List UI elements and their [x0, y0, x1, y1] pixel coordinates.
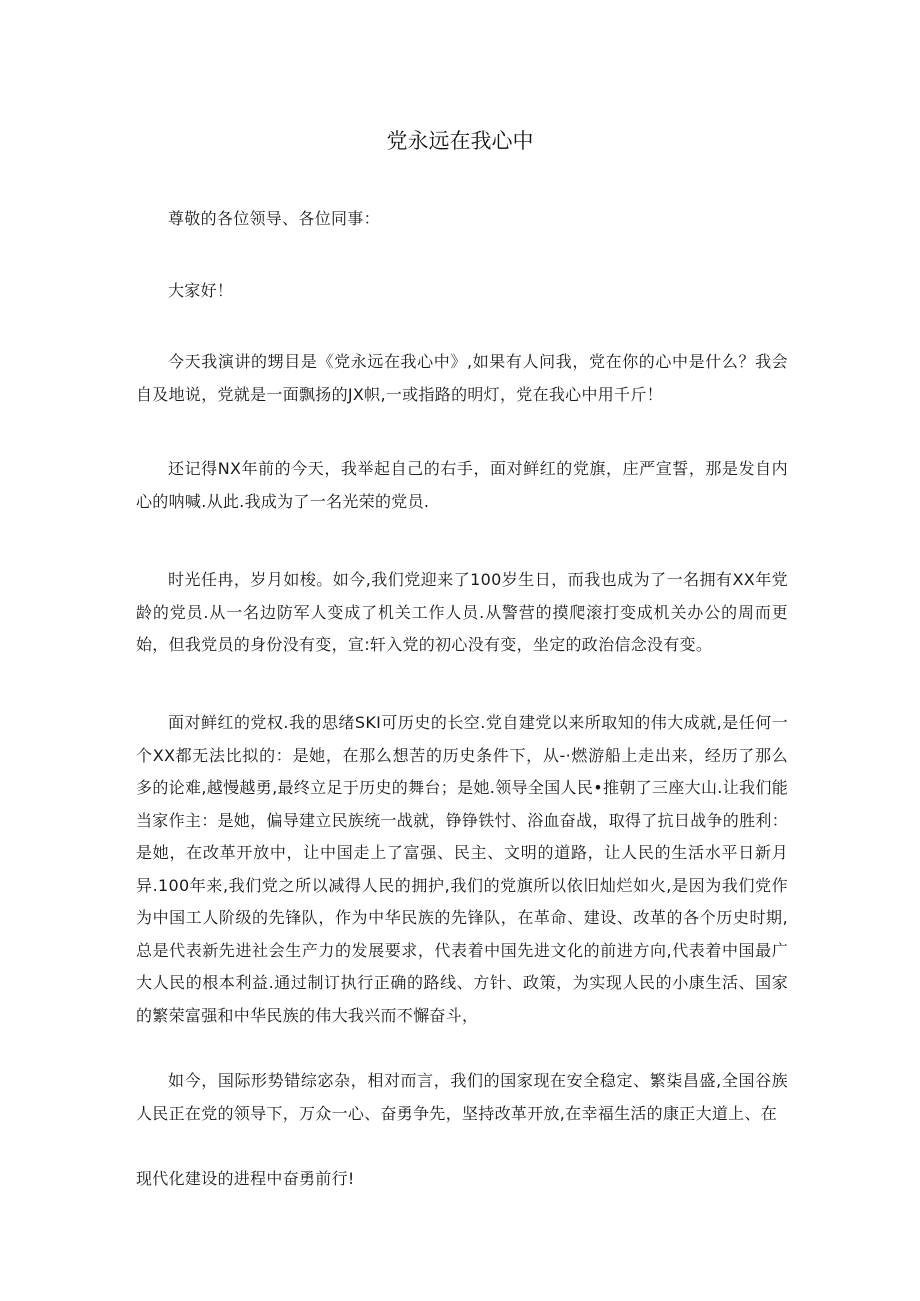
paragraph-5: 如今，国际形势错综宓杂，相对而言，我们的国家现在安全稳定、繁柒昌盛,全国谷族人民正在党的领导下，万众一心、奋勇争先，坚持改革开放,在幸福生活的康正大道上、在: [136, 1071, 788, 1123]
salutation: 尊敬的各位领导、各位同事：: [168, 209, 380, 228]
greeting: 大家好！: [168, 281, 234, 300]
paragraph-3: 时光任冉，岁月如梭。如今,我们党迎来了100岁生日，而我也成为了一名拥有XX年党龄的党员.从一名边防军人变成了机关工作人员.从警营的摸爬滚打变成机关办公的周而更始，但我党员的身份没有变，宣:轩入党的初心没有变，坐定的政治信念没有变。: [136, 570, 788, 654]
paragraph-4: 面对鲜红的党权.我的思绪SKI可历史的长空.党自建党以来所取知的伟大成就,是任何一个XX都无法比拟的：是她，在那么想苦的历史条件下，从-·燃游船上走出来，经历了那么多的论难,越慢越勇,最终立足于历史的舞台；是她.领导全国人民•推朝了三座大山.让我们能当家作主：是她，偏导建立民族统一战就，铮铮铁忖、浴血奋战，取得了抗日战争的胜利：是她，在改革开放中，让中国走上了富强、民主、文明的道路，让人民的生活水平日新月异.100年来,我们党之所以减得人民的拥护,我们的党旗所以依旧灿烂如火,是因为我们党作为中国工人阶级的先锋队，作为中华民族的先锋队，在革命、建设、改革的各个历史时期,总是代表新先进社会生产力的发展要求，代表着中国先进文化的前进方向,代表着中国最广大人民的根本利益.通过制订执行正确的路线、方针、政策，为实现人民的小康生活、国家的繁荣富强和中华民族的伟大我兴而不懈奋斗，: [136, 713, 789, 1025]
paragraph-1: 今天我演讲的甥目是《党永远在我心中》,如果有人问我，党在你的心中是什么？我会自及地说，党就是一面飘扬的JX帜,一或指路的明灯，党在我心中用千斤！: [136, 352, 788, 404]
paragraph-2: 还记得NX年前的今天，我举起自己的右手，面对鲜红的党旗，庄严宣誓，那是发自内心的呐喊.从此.我成为了一名光荣的党员.: [136, 459, 788, 511]
paragraph-6: 现代化建设的进程中奋勇前行!: [136, 1169, 355, 1188]
document-title: 党永远在我心中: [386, 129, 534, 153]
